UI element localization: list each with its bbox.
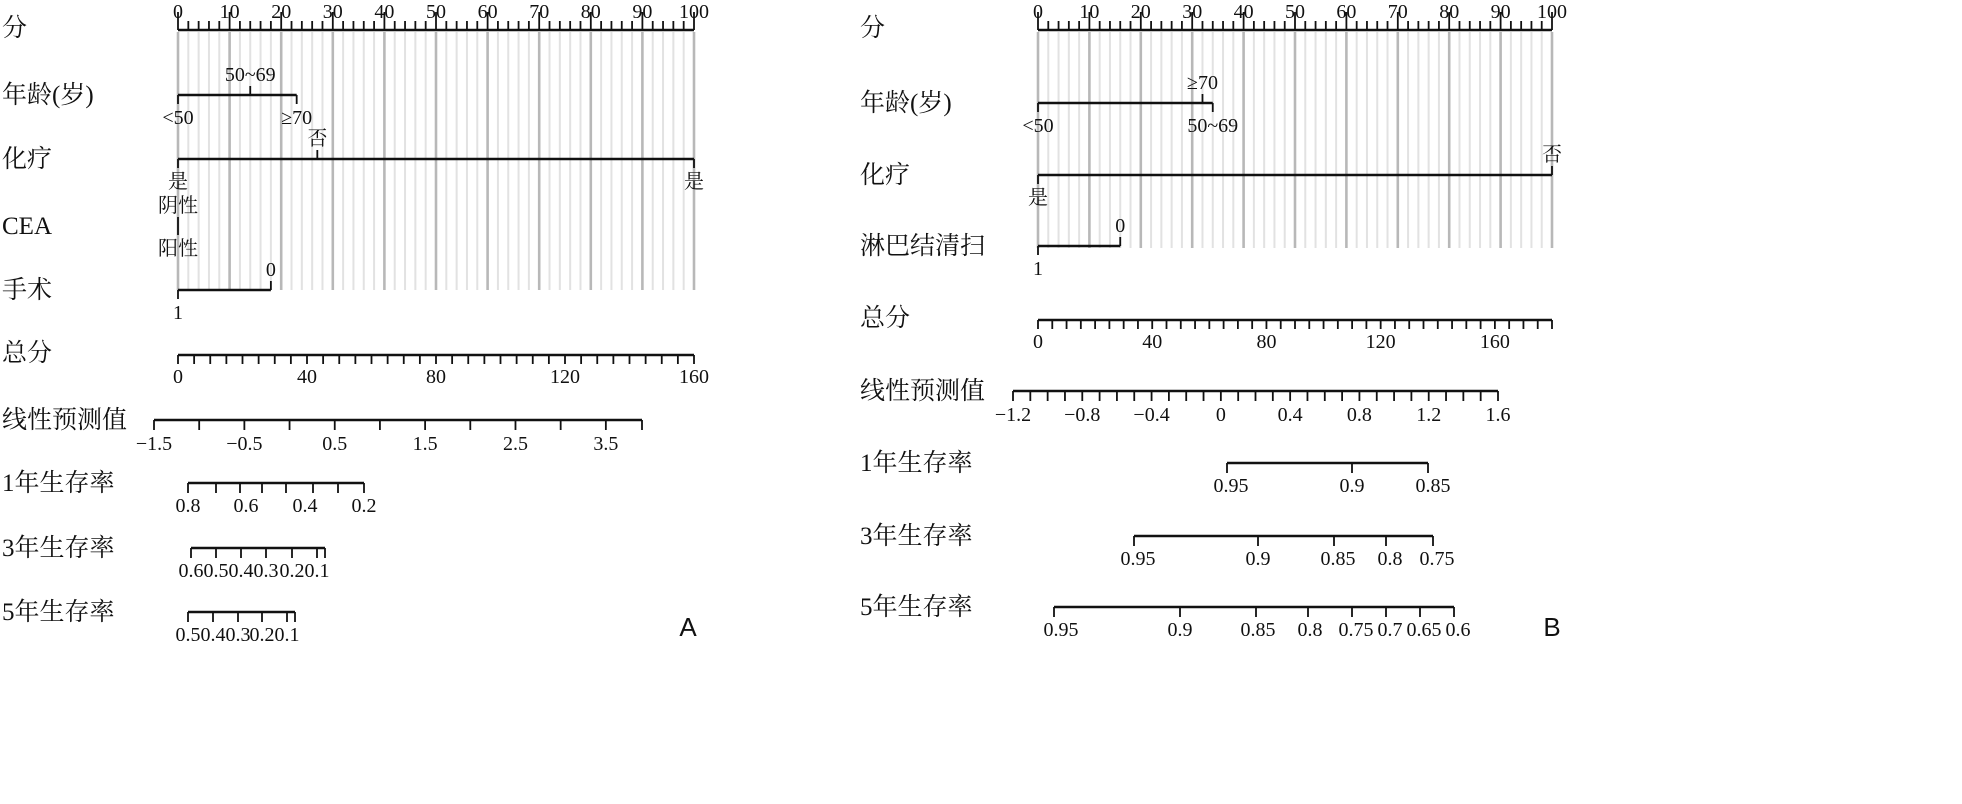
nomogram-panel-b bbox=[860, 1, 1567, 642]
category-label: 1 bbox=[1033, 258, 1043, 280]
points-tick-label: 60 bbox=[477, 1, 498, 23]
category-label: 50~69 bbox=[224, 64, 276, 86]
survival-tick-label: 0.85 bbox=[1320, 548, 1356, 570]
linear-predictor-tick-label: −0.8 bbox=[1064, 404, 1101, 426]
category-label: 是 bbox=[168, 171, 188, 193]
survival-tick-label: 0.8 bbox=[1297, 619, 1323, 641]
category-label: 0 bbox=[1115, 215, 1126, 237]
linear-predictor-label: 线性预测值 bbox=[860, 378, 986, 405]
total-points-label: 总分 bbox=[860, 305, 911, 332]
total-points-tick-label: 0 bbox=[1033, 331, 1043, 353]
linear-predictor-tick-label: −0.5 bbox=[226, 433, 263, 455]
points-tick-label: 100 bbox=[679, 1, 709, 23]
total-points-label: 总分 bbox=[2, 340, 53, 367]
points-tick-label: 90 bbox=[1490, 1, 1511, 23]
linear-predictor-tick-label: 0.4 bbox=[1277, 404, 1303, 426]
linear-predictor-tick-label: −1.5 bbox=[135, 433, 173, 455]
category-label: 否 bbox=[307, 128, 328, 150]
points-tick-label: 40 bbox=[374, 1, 395, 23]
predictor-label: CEA bbox=[2, 213, 52, 240]
survival-tick-label: 0.1 bbox=[304, 560, 330, 582]
total-points-tick-label: 120 bbox=[550, 366, 580, 388]
survival-tick-label: 0.8 bbox=[1377, 548, 1403, 570]
points-tick-label: 100 bbox=[1537, 1, 1567, 23]
survival-tick-label: 0.6 bbox=[1445, 619, 1471, 641]
survival-axis-label: 5年生存率 bbox=[2, 599, 115, 626]
survival-axis-label: 5年生存率 bbox=[860, 594, 973, 621]
survival-tick-label: 0.7 bbox=[1377, 619, 1403, 641]
category-label: <50 bbox=[1022, 115, 1054, 137]
survival-tick-label: 0.5 bbox=[203, 560, 229, 582]
predictor-label: 手术 bbox=[2, 277, 53, 304]
category-label: 0 bbox=[265, 259, 276, 281]
predictor-label: 年龄(岁) bbox=[2, 82, 94, 109]
points-tick-label: 30 bbox=[322, 1, 343, 23]
linear-predictor-tick-label: 1.6 bbox=[1485, 404, 1511, 426]
linear-predictor-tick-label: −0.4 bbox=[1133, 404, 1170, 426]
category-label: 50~69 bbox=[1187, 115, 1239, 137]
nomogram-panel-a bbox=[2, 1, 709, 646]
points-tick-label: 20 bbox=[1130, 1, 1151, 23]
survival-tick-label: 0.4 bbox=[292, 495, 318, 517]
survival-tick-label: 0.6 bbox=[178, 560, 204, 582]
panel-label: B bbox=[1543, 612, 1561, 642]
total-points-tick-label: 160 bbox=[679, 366, 709, 388]
points-tick-label: 10 bbox=[219, 1, 240, 23]
linear-predictor-tick-label: 0.5 bbox=[322, 433, 348, 455]
predictor-label: 化疗 bbox=[2, 146, 53, 173]
survival-axis-label: 1年生存率 bbox=[2, 470, 115, 497]
points-tick-label: 90 bbox=[632, 1, 653, 23]
survival-tick-label: 0.8 bbox=[175, 495, 201, 517]
survival-tick-label: 0.1 bbox=[274, 624, 300, 646]
points-tick-label: 20 bbox=[271, 1, 292, 23]
survival-tick-label: 0.75 bbox=[1338, 619, 1374, 641]
points-tick-label: 40 bbox=[1233, 1, 1254, 23]
linear-predictor-tick-label: 2.5 bbox=[502, 433, 528, 455]
category-label: 阴性 bbox=[158, 195, 198, 217]
points-axis-label: 分 bbox=[2, 15, 28, 42]
linear-predictor-tick-label: 1.5 bbox=[412, 433, 438, 455]
survival-tick-label: 0.75 bbox=[1419, 548, 1455, 570]
survival-tick-label: 0.4 bbox=[228, 560, 254, 582]
category-label: 是 bbox=[1028, 187, 1048, 209]
points-tick-label: 80 bbox=[1439, 1, 1460, 23]
predictor-label: 年龄(岁) bbox=[860, 90, 952, 117]
survival-axis-label: 3年生存率 bbox=[860, 523, 973, 550]
points-axis-label: 分 bbox=[860, 15, 886, 42]
total-points-tick-label: 0 bbox=[173, 366, 183, 388]
total-points-tick-label: 40 bbox=[297, 366, 317, 388]
survival-tick-label: 0.65 bbox=[1406, 619, 1442, 641]
points-tick-label: 70 bbox=[1387, 1, 1408, 23]
linear-predictor-label: 线性预测值 bbox=[2, 407, 128, 434]
survival-tick-label: 0.9 bbox=[1245, 548, 1271, 570]
total-points-tick-label: 80 bbox=[426, 366, 446, 388]
panel-label: A bbox=[679, 612, 697, 642]
linear-predictor-tick-label: 1.2 bbox=[1416, 404, 1442, 426]
survival-axis-label: 1年生存率 bbox=[860, 450, 973, 477]
points-tick-label: 80 bbox=[580, 1, 601, 23]
predictor-label: 淋巴结清扫 bbox=[860, 233, 986, 260]
linear-predictor-tick-label: −1.2 bbox=[994, 404, 1032, 426]
points-tick-label: 30 bbox=[1182, 1, 1203, 23]
linear-predictor-tick-label: 0 bbox=[1215, 404, 1226, 426]
survival-tick-label: 0.3 bbox=[253, 560, 279, 582]
survival-tick-label: 0.95 bbox=[1213, 475, 1249, 497]
category-label: ≥70 bbox=[1186, 72, 1218, 94]
points-tick-label: 0 bbox=[1033, 1, 1043, 23]
predictor-label: 化疗 bbox=[860, 162, 911, 189]
survival-tick-label: 0.85 bbox=[1240, 619, 1276, 641]
survival-tick-label: 0.3 bbox=[225, 624, 251, 646]
survival-tick-label: 0.95 bbox=[1120, 548, 1156, 570]
total-points-tick-label: 40 bbox=[1142, 331, 1163, 353]
category-label: 1 bbox=[173, 302, 183, 324]
category-label: 是 bbox=[684, 171, 704, 193]
points-tick-label: 10 bbox=[1079, 1, 1100, 23]
total-points-tick-label: 120 bbox=[1365, 331, 1396, 353]
points-tick-label: 60 bbox=[1336, 1, 1357, 23]
category-label: ≥70 bbox=[281, 107, 313, 129]
survival-tick-label: 0.4 bbox=[200, 624, 226, 646]
linear-predictor-tick-label: 3.5 bbox=[593, 433, 619, 455]
survival-tick-label: 0.85 bbox=[1415, 475, 1451, 497]
points-tick-label: 50 bbox=[426, 1, 446, 23]
points-tick-label: 0 bbox=[173, 1, 183, 23]
survival-tick-label: 0.6 bbox=[233, 495, 259, 517]
survival-tick-label: 0.9 bbox=[1167, 619, 1193, 641]
survival-tick-label: 0.2 bbox=[249, 624, 275, 646]
points-tick-label: 70 bbox=[529, 1, 550, 23]
survival-tick-label: 0.2 bbox=[279, 560, 305, 582]
category-label: <50 bbox=[162, 107, 194, 129]
category-label: 阳性 bbox=[158, 238, 198, 260]
survival-tick-label: 0.9 bbox=[1339, 475, 1365, 497]
linear-predictor-tick-label: 0.8 bbox=[1346, 404, 1372, 426]
points-tick-label: 50 bbox=[1285, 1, 1305, 23]
category-label: 否 bbox=[1542, 144, 1562, 166]
total-points-tick-label: 160 bbox=[1479, 331, 1510, 353]
survival-tick-label: 0.2 bbox=[351, 495, 377, 517]
total-points-tick-label: 80 bbox=[1256, 331, 1277, 353]
survival-tick-label: 0.5 bbox=[175, 624, 201, 646]
survival-tick-label: 0.95 bbox=[1043, 619, 1079, 641]
survival-axis-label: 3年生存率 bbox=[2, 535, 115, 562]
